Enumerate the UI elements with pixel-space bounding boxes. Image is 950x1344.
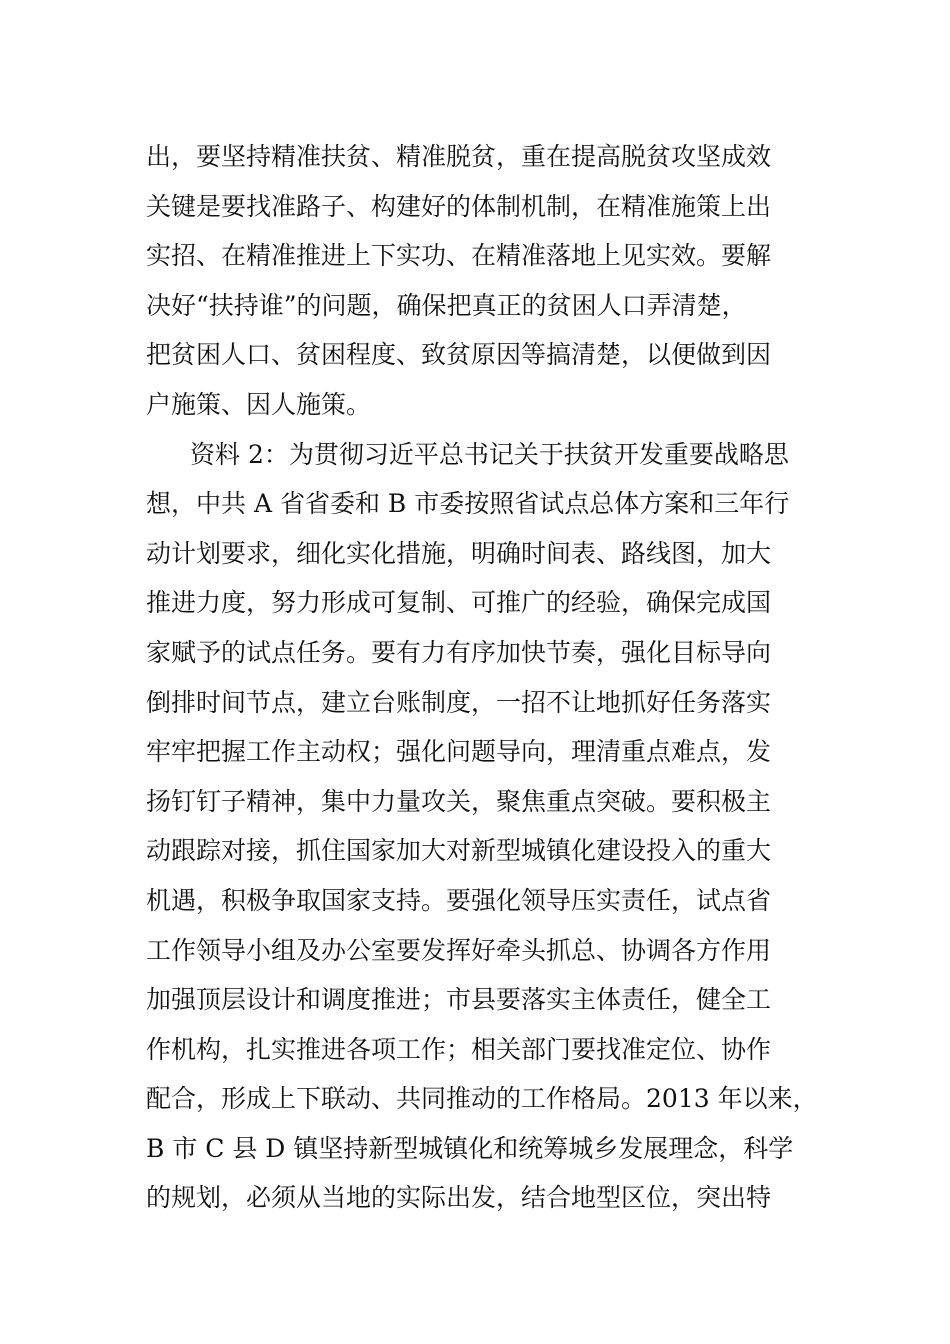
text-line: 实招、在精准推进上下实功、在精准落地上见实效。要解: [146, 241, 772, 271]
text-line: 配合，形成上下联动、共同推动的工作格局。2013 年以来，: [146, 1084, 818, 1114]
text-line: 的规划，必须从当地的实际出发，结合地型区位，突出特: [146, 1183, 772, 1213]
text-line: 户施策、因人施策。: [146, 389, 372, 419]
text-line: 倒排时间节点，建立台账制度，一招不让地抓好任务落实: [146, 687, 772, 717]
paragraph-start-line: 资料 2：为贯彻习近平总书记关于扶贫开发重要战略思: [190, 439, 789, 469]
text-line: 把贫困人口、贫困程度、致贫原因等搞清楚，以便做到因: [146, 340, 772, 370]
text-line: 决好“扶持谁”的问题，确保把真正的贫困人口弄清楚，: [146, 290, 747, 320]
text-line: 出，要坚持精准扶贫、精准脱贫，重在提高脱贫攻坚成效: [146, 142, 772, 171]
text-line: B 市 C 县 D 镇坚持新型城镇化和统筹城乡发展理念，科学: [146, 1133, 794, 1163]
text-line: 机遇，积极争取国家支持。要强化领导压实责任，试点省: [146, 885, 772, 915]
body-text: [146, 132, 836, 1223]
text-line: 扬钉钉子精神，集中力量攻关，聚焦重点突破。要积极主: [146, 786, 772, 816]
text-line: 动计划要求，细化实化措施，明确时间表、路线图，加大: [146, 538, 772, 568]
text-line: 推进力度，努力形成可复制、可推广的经验，确保完成国: [146, 588, 772, 618]
text-line: 工作领导小组及办公室要发挥好牵头抓总、协调各方作用: [146, 935, 772, 965]
text-line: 关键是要找准路子、构建好的体制机制，在精准施策上出: [146, 191, 772, 221]
text-line: 动跟踪对接，抓住国家加大对新型城镇化建设投入的重大: [146, 836, 772, 866]
text-line: 想，中共 A 省省委和 B 市委按照省试点总体方案和三年行: [146, 489, 790, 519]
text-line: 牢牢把握工作主动权；强化问题导向，理清重点难点，发: [146, 737, 772, 767]
text-line: 家赋予的试点任务。要有力有序加快节奏，强化目标导向: [146, 637, 772, 667]
text-line: 作机构，扎实推进各项工作；相关部门要找准定位、协作: [146, 1034, 772, 1064]
text-line: 加强顶层设计和调度推进；市县要落实主体责任，健全工: [146, 985, 772, 1015]
